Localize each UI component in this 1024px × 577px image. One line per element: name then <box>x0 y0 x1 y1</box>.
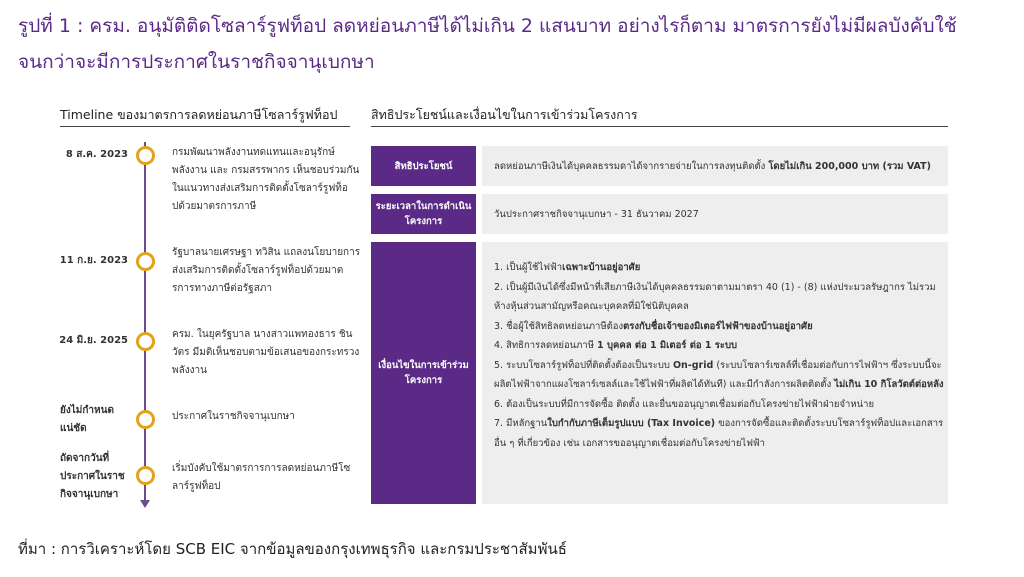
period-label-box <box>371 194 476 234</box>
timeline-arrow <box>140 500 150 508</box>
condition-emphasis: ใบกำกับภาษีเต็มรูปแบบ (Tax Invoice) <box>547 418 716 429</box>
condition-text: 3. ชื่อผู้ใช้สิทธิลดหย่อนภาษีต้อง <box>494 320 624 332</box>
timeline-date: ยังไม่กำหนดแน่ชัด <box>60 405 114 434</box>
timeline-marker <box>136 466 155 485</box>
timeline-date: 8 ส.ค. 2023 <box>65 149 128 160</box>
condition-item <box>494 356 944 395</box>
timeline-axis <box>144 142 146 506</box>
figure-title: รูปที่ 1 : ครม. อนุมัติติดโซลาร์รูฟท็อป ลดหย่อนภาษีได้ไม่เกิน 2 แสนบาท อย่างไรก็ตาม มาตรการยังไม่มีผลบังคับใช้จนกว่าจะมีการประกาศในราชกิจจานุเบกษา <box>18 15 957 73</box>
conditions-label-box <box>371 242 476 504</box>
timeline-text: รัฐบาลนายเศรษฐา ทวิสิน แถลงนโยบายการส่งเสริมการติดตั้งโซลาร์รูฟท็อปด้วยมาตรการทางภาษีต่อรัฐสภา <box>172 247 361 294</box>
condition-item <box>494 336 944 356</box>
condition-emphasis: ตรงกับชื่อเจ้าของมิเตอร์ไฟฟ้าของบ้านอยู่อาศัย <box>623 320 813 332</box>
condition-item <box>494 414 944 453</box>
benefits-header: สิทธิประโยชน์และเงื่อนไขในการเข้าร่วมโครงการ <box>371 107 638 122</box>
condition-emphasis: ไม่เกิน 10 กิโลวัตต์ต่อหลัง <box>834 379 944 390</box>
condition-emphasis: 1 บุคคล ต่อ 1 มิเตอร์ ต่อ 1 ระบบ <box>597 340 738 351</box>
condition-text: 4. สิทธิการลดหย่อนภาษี <box>494 340 598 351</box>
conditions-list <box>494 258 944 453</box>
period-text: วันประกาศราชกิจจานุเบกษา - 31 ธันวาคม 2027 <box>494 208 699 220</box>
condition-emphasis: On-grid <box>672 359 714 371</box>
condition-emphasis: เฉพาะบ้านอยู่อาศัย <box>562 262 641 273</box>
benefits-text <box>494 157 931 176</box>
timeline-text: ประกาศในราชกิจจานุเบกษา <box>172 411 295 422</box>
timeline-header: Timeline ของมาตรการลดหย่อนภาษีโซลาร์รูฟท็อป <box>60 107 338 122</box>
condition-text: 7. มีหลักฐาน <box>494 418 548 429</box>
timeline-text: ครม. ในยุครัฐบาล นางสาวแพทองธาร ชินวัตร มีมติเห็นชอบตามข้อเสนอของกระทรวงพลังงาน <box>172 329 360 376</box>
benefits-label-box <box>371 146 476 186</box>
timeline-marker <box>136 410 155 429</box>
condition-text: ของการจัดซื้อและติดตั้งระบบโซลาร์รูฟท็อปและเอกสารอื่น ๆ ที่เกี่ยวข้อง เช่น เอกสารขออนุญาตเชื่อมต่อกับโครงข่ายไฟฟ้า <box>494 418 944 449</box>
benefits-text-bold: โดยไม่เกิน 200,000 บาท (รวม VAT) <box>768 160 931 172</box>
condition-item: 6. ต้องเป็นระบบที่มีการจัดซื้อ ติดตั้ง และยื่นขออนุญาตเชื่อมต่อกับโครงข่ายไฟฟ้าฝ่ายจำหน่าย <box>494 398 875 410</box>
source-note: ที่มา : การวิเคราะห์โดย SCB EIC จากข้อมูลของกรุงเทพธุรกิจ และกรมประชาสัมพันธ์ <box>18 540 567 558</box>
conditions-label: เงื่อนไขในการเข้าร่วมโครงการ <box>378 360 469 386</box>
condition-item: 2. เป็นผู้มีเงินได้ซึ่งมีหน้าที่เสียภาษีเงินได้บุคคลธรรมดาตามมาตรา 40 (1) - (8) แห่งประมวลรัษฎากร ไม่รวมห้างหุ้นส่วนสามัญหรือคณะบุคคลที่มิใช่นิติบุคคล <box>494 281 936 312</box>
benefits-text-plain: ลดหย่อนภาษีเงินได้บุคคลธรรมดาได้จากรายจ่ายในการลงทุนติดตั้ง <box>494 160 769 172</box>
timeline-text: กรมพัฒนาพลังงานทดแทนและอนุรักษ์พลังงาน และ กรมสรรพากร เห็นชอบร่วมกันในแนวทางส่งเสริมการติดตั้งโซลาร์รูฟท็อปด้วยมาตรการภาษี <box>172 147 360 212</box>
condition-text: (ระบบโซลาร์เซลล์ที่เชื่อมต่อกับการไฟฟ้าฯ ซึ่งระบบนี้จะผลิตไฟฟ้าจากแผงโซลาร์เซลล์และใช้ไฟฟ้าที่ผลิตได้ทันที) และมีกำลังการผลิตติดตั้ง <box>494 359 942 390</box>
timeline-text: เริ่มบังคับใช้มาตรการการลดหย่อนภาษีโซลาร์รูฟท็อป <box>172 463 351 492</box>
condition-text: 5. ระบบโซลาร์รูฟท็อปที่ติดตั้งต้องเป็นระบบ <box>494 359 673 371</box>
benefits-label: สิทธิประโยชน์ <box>394 160 453 172</box>
condition-item <box>494 258 944 278</box>
timeline-header-rule <box>60 126 350 127</box>
period-value-box <box>482 194 948 234</box>
timeline-marker <box>136 146 155 165</box>
timeline-marker <box>136 252 155 271</box>
timeline-date: 11 ก.ย. 2023 <box>59 255 128 266</box>
timeline-marker <box>136 332 155 351</box>
benefits-value-box <box>482 146 948 186</box>
period-label: ระยะเวลาในการดำเนินโครงการ <box>375 201 472 227</box>
timeline-date: 24 มิ.ย. 2025 <box>59 335 128 346</box>
timeline-date: ถัดจากวันที่ประกาศในราชกิจจานุเบกษา <box>60 453 125 500</box>
condition-text: 1. เป็นผู้ใช้ไฟฟ้า <box>494 262 563 273</box>
condition-item <box>494 317 944 337</box>
benefits-header-rule <box>371 126 948 127</box>
